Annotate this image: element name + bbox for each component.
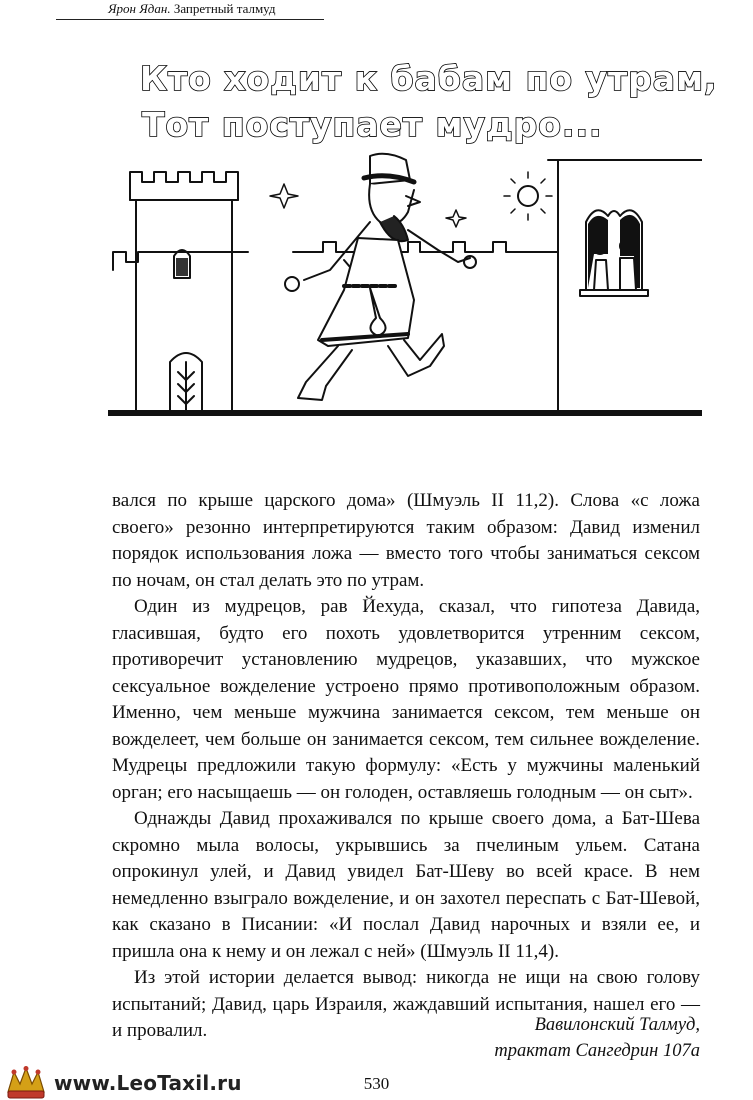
caption-line-2: Тот поступает мудро... — [142, 105, 603, 144]
paragraph-3: Однажды Давид прохаживался по крыше своего дома, а Бат-Шева скромно мыла волосы, укрывшись за пчелиным ульем. Сатана опрокинул улей, и Давид увидел Бат-Шеву во всей красе. В нем немедленно взыграло вожделение, и он захотел переспать с Бат-Шевой, как сказано в Писании: «И послал Давид нарочных и взяли ее, и пришла она к нему и он лежал с ней» (Шмуэль II 11,4). — [112, 808, 700, 962]
source-citation — [494, 1012, 700, 1064]
page-number: 530 — [363, 1074, 390, 1093]
site-url[interactable]: www.LeoTaxil.ru — [54, 1071, 242, 1095]
running-head-title: Запретный талмуд — [173, 1, 276, 16]
cartoon-caption — [140, 56, 718, 148]
source-line-2: трактат Сангедрин 107а — [494, 1041, 700, 1061]
body-text — [112, 488, 700, 1045]
running-head — [56, 0, 324, 20]
source-line-1: Вавилонский Талмуд, — [534, 1015, 700, 1035]
caption-line-1: Кто ходит к бабам по утрам, — [140, 59, 718, 98]
house — [548, 160, 702, 412]
star-2 — [446, 210, 466, 227]
paragraph-1: вался по крыше царского дома» (Шмуэль II 11,2). Слова «с ложа своего» резонно интерпретируются таким образом: Давид изменил порядок использования ложа — вместо того чтобы заниматься сексом по ночам, он стал делать это по утрам. — [112, 490, 700, 591]
sun — [518, 186, 538, 206]
cartoon-illustration — [108, 150, 702, 420]
walking-man — [285, 154, 476, 400]
ground-line — [108, 410, 702, 416]
paragraph-2: Один из мудрецов, рав Йехуда, сказал, что гипотеза Давида, гласившая, будто его похоть удовлетворится утренним сексом, противоречит установлению мудрецов, указавших, что мужское сексуальное вожделение устроено прямо противоположным образом. Именно, чем меньше мужчина занимается сексом, тем меньше он вожделеет, чем больше он занимается сексом, тем сильнее вожделение. Мудрецы предложили такую формулу: «Есть у мужчины маленький орган; его насыщаешь — он голоден, оставляешь голодным — он сыт». — [112, 596, 700, 803]
star-1 — [270, 184, 298, 208]
tower — [130, 172, 238, 412]
running-head-author: Ярон Ядан. — [108, 1, 171, 16]
paragraph-4: Из этой истории делается вывод: никогда не ищи на свою голову испытаний; Давид, царь Израиля, жаждавший испытания, нашел его — и провалил. — [112, 967, 700, 1041]
